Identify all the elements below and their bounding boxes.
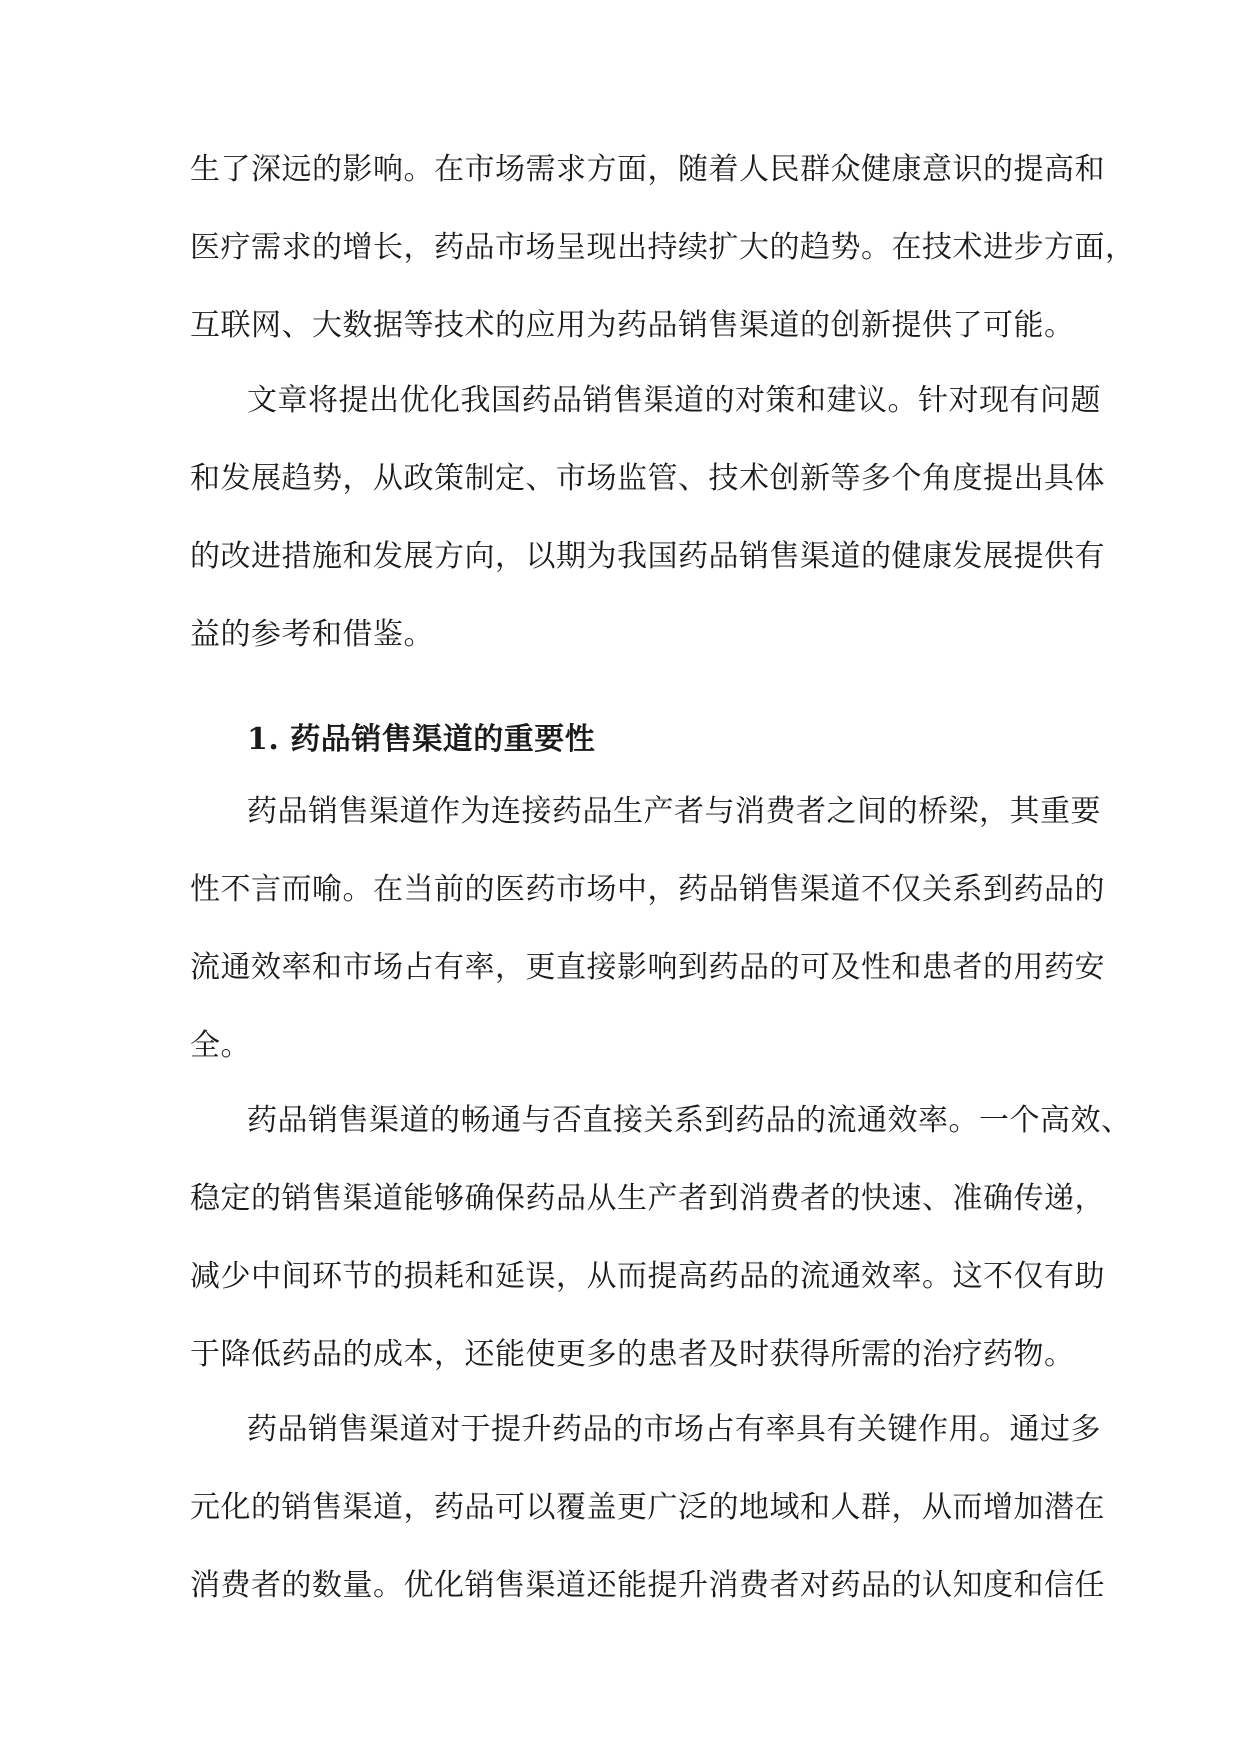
text-line: 减少中间环节的损耗和延误，从而提高药品的流通效率。这不仅有助 xyxy=(190,1259,1105,1294)
text-line: 全。 xyxy=(190,1028,251,1063)
section-heading: 1. 药品销售渠道的重要性 xyxy=(247,722,596,757)
text-line: 互联网、大数据等技术的应用为药品销售渠道的创新提供了可能。 xyxy=(190,308,1075,343)
text-line: 消费者的数量。优化销售渠道还能提升消费者对药品的认知度和信任 xyxy=(190,1568,1105,1603)
text-line: 稳定的销售渠道能够确保药品从生产者到消费者的快速、准确传递， xyxy=(190,1181,1105,1216)
text-line: 药品销售渠道的畅通与否直接关系到药品的流通效率。一个高效、 xyxy=(247,1103,1132,1138)
text-line: 药品销售渠道对于提升药品的市场占有率具有关键作用。通过多 xyxy=(247,1412,1101,1447)
text-line: 的改进措施和发展方向，以期为我国药品销售渠道的健康发展提供有 xyxy=(190,539,1105,574)
text-line: 益的参考和借鉴。 xyxy=(190,617,434,652)
text-line: 和发展趋势，从政策制定、市场监管、技术创新等多个角度提出具体 xyxy=(190,461,1105,496)
text-line: 文章将提出优化我国药品销售渠道的对策和建议。针对现有问题 xyxy=(247,383,1101,418)
text-line: 于降低药品的成本，还能使更多的患者及时获得所需的治疗药物。 xyxy=(190,1337,1075,1372)
text-line: 性不言而喻。在当前的医药市场中，药品销售渠道不仅关系到药品的 xyxy=(190,872,1105,907)
text-line: 元化的销售渠道，药品可以覆盖更广泛的地域和人群，从而增加潜在 xyxy=(190,1490,1105,1525)
text-line: 药品销售渠道作为连接药品生产者与消费者之间的桥梁，其重要 xyxy=(247,794,1101,829)
text-line: 生了深远的影响。在市场需求方面，随着人民群众健康意识的提高和 xyxy=(190,152,1105,187)
text-line: 流通效率和市场占有率，更直接影响到药品的可及性和患者的用药安 xyxy=(190,950,1105,985)
text-line: 医疗需求的增长，药品市场呈现出持续扩大的趋势。在技术进步方面， xyxy=(190,230,1136,265)
